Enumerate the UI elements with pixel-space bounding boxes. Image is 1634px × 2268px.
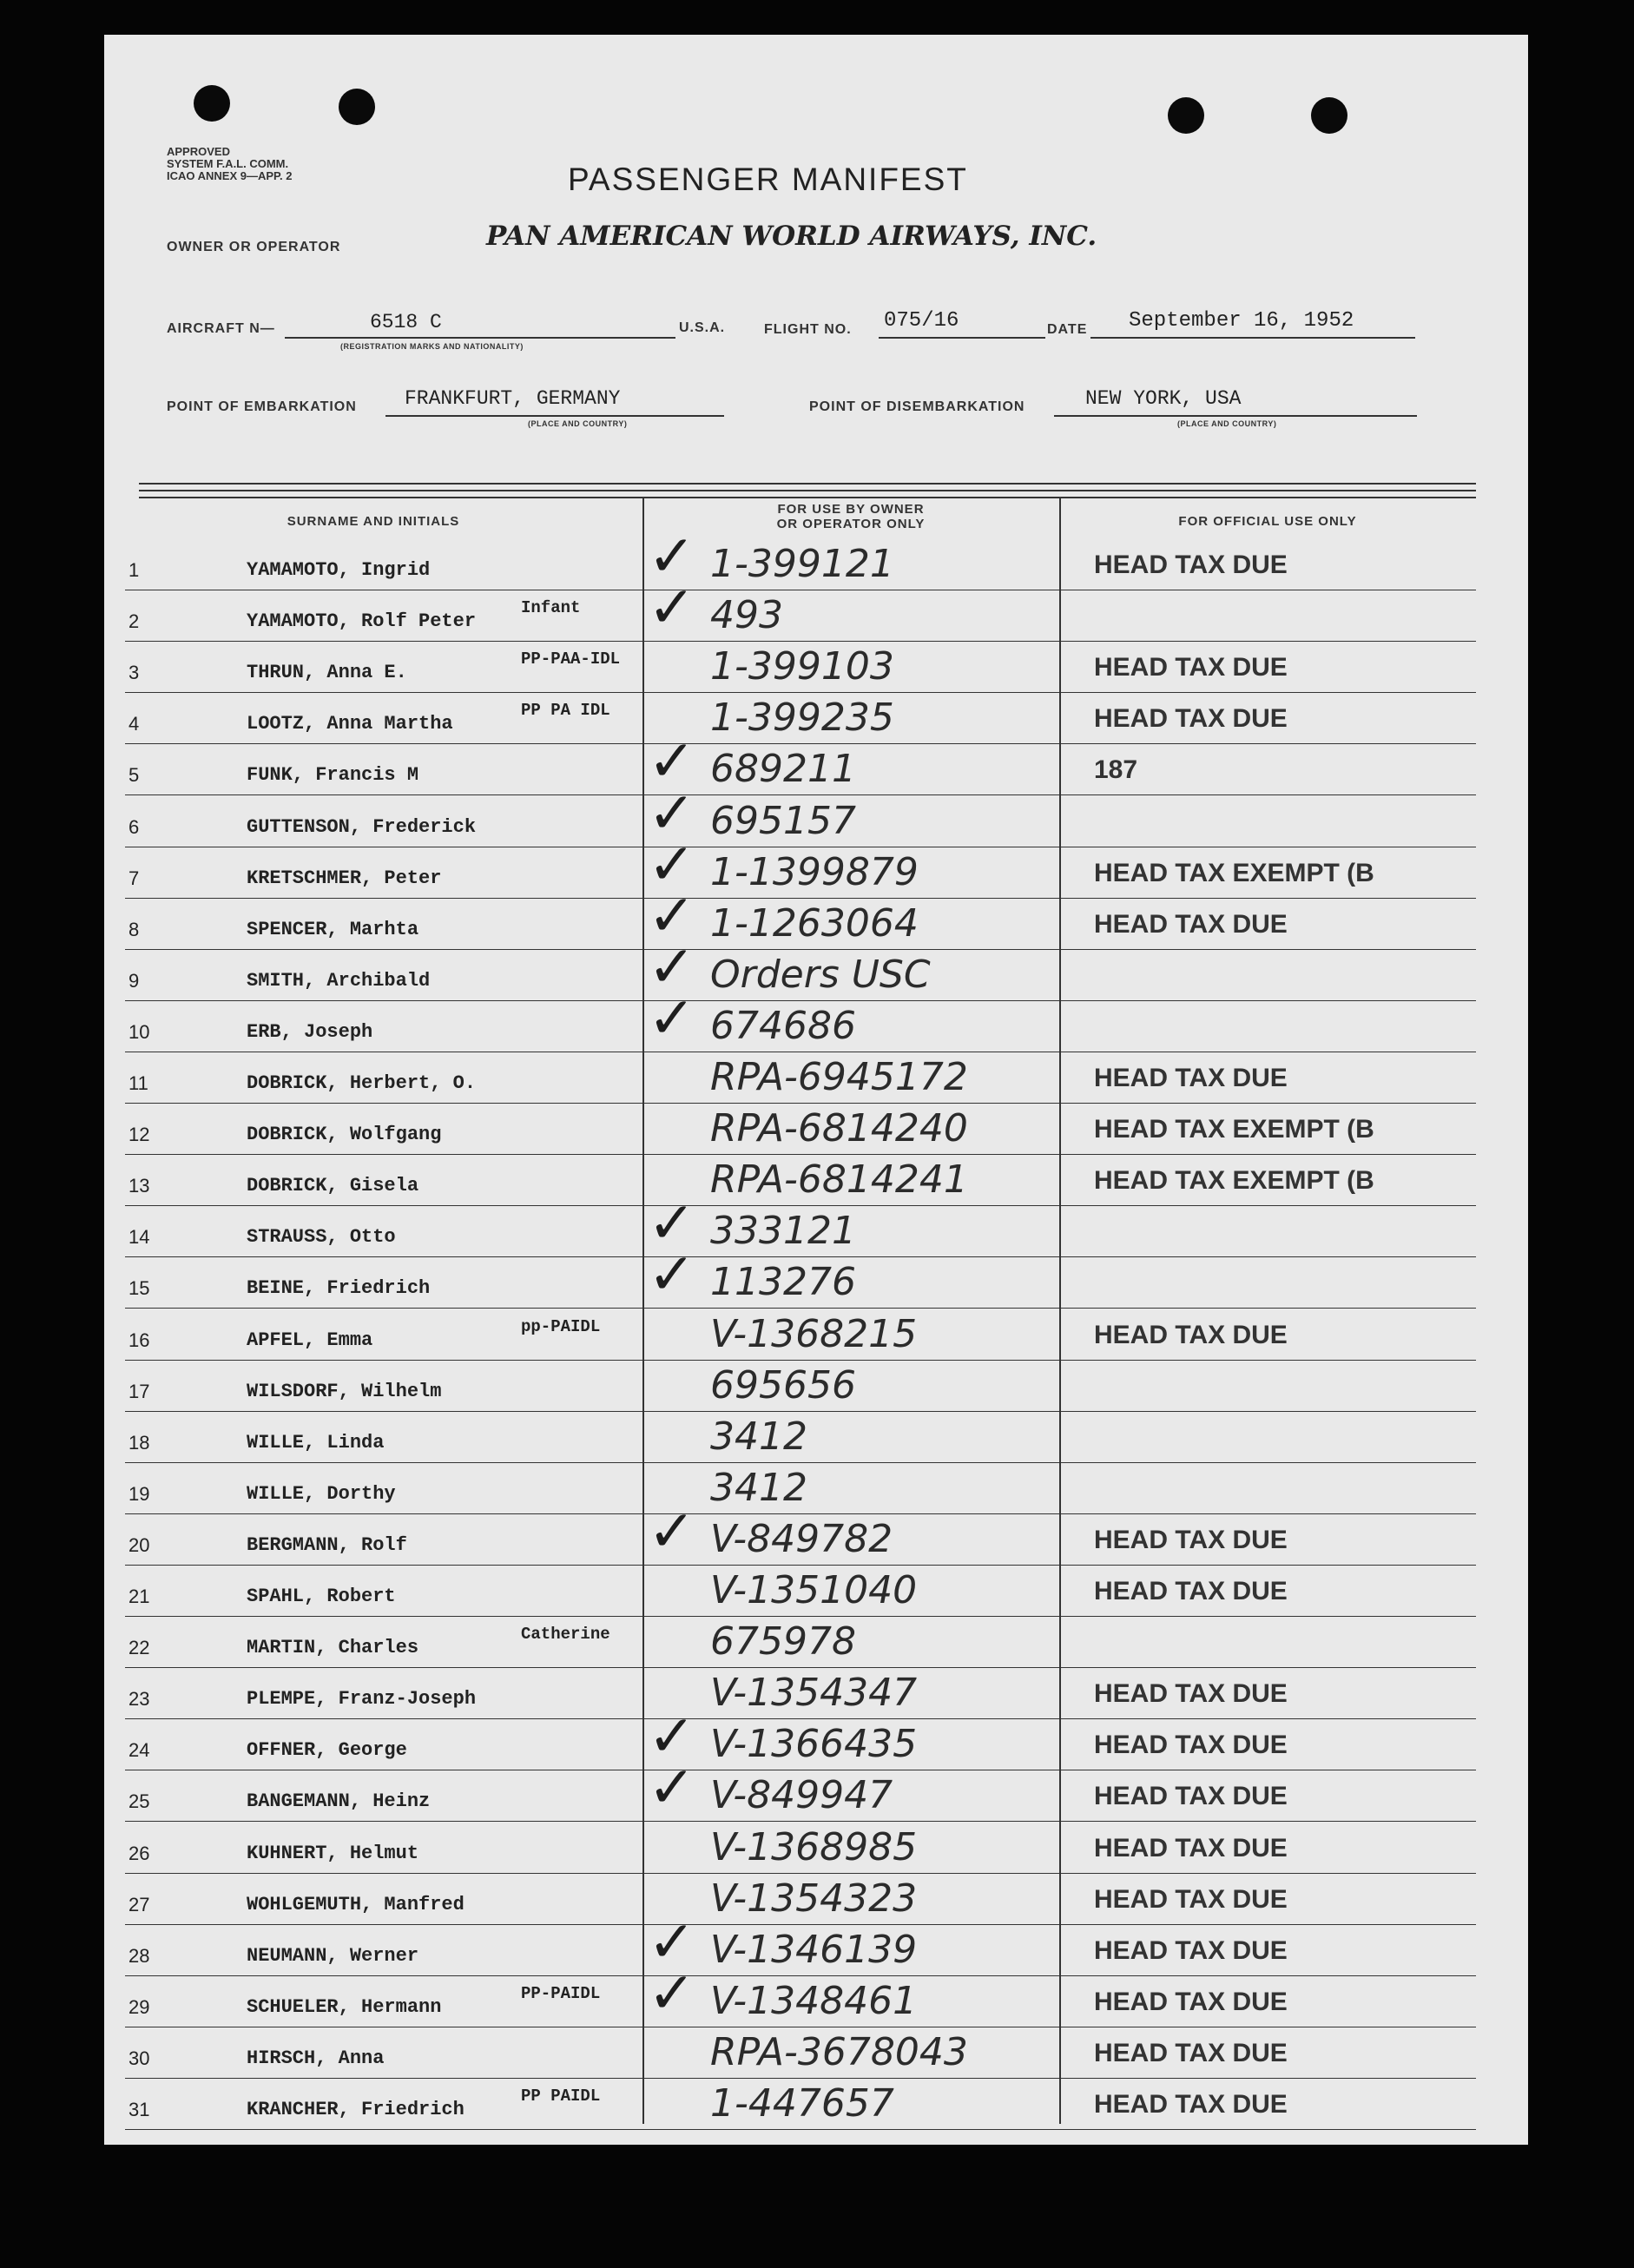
ticket-number: V-1368985 [710, 1824, 918, 1869]
passenger-name: APFEL, Emma [247, 1328, 373, 1351]
row-number: 8 [128, 918, 140, 940]
ticket-number: 1-447657 [710, 2081, 894, 2126]
official-use-stamp: HEAD TAX DUE [1094, 1935, 1288, 1965]
punch-hole [1311, 97, 1347, 134]
row-number: 17 [128, 1380, 150, 1402]
ticket-number: RPA-6814241 [710, 1157, 968, 1203]
row-number: 21 [128, 1586, 150, 1607]
passenger-row [104, 1875, 1528, 1926]
passenger-name: YAMAMOTO, Rolf Peter [247, 610, 477, 633]
official-use-stamp: HEAD TAX DUE [1094, 1987, 1288, 2016]
row-number: 2 [128, 610, 140, 633]
aircraft-number: 6518 C [370, 311, 442, 333]
passenger-name: FUNK, Francis M [247, 764, 419, 787]
row-number: 6 [128, 815, 140, 838]
passenger-row [104, 1156, 1528, 1207]
column-header-owner-line: OR OPERATOR ONLY [776, 517, 926, 531]
passenger-name: STRAUSS, Otto [247, 1226, 396, 1249]
manifest-sheet [104, 35, 1528, 2145]
passenger-row [104, 779, 1528, 848]
passenger-row [104, 1053, 1528, 1104]
passenger-name: THRUN, Anna E. [247, 662, 407, 684]
row-number: 4 [128, 713, 140, 735]
ticket-number: 3412 [710, 1465, 807, 1510]
column-header-official: FOR OFFICIAL USE ONLY [1178, 514, 1357, 529]
passenger-row [104, 984, 1528, 1053]
check-mark-icon: ✓ [648, 779, 696, 847]
ticket-number: 695157 [710, 798, 856, 843]
ticket-number: V-1354347 [710, 1671, 918, 1716]
passenger-note: PP-PAA-IDL [521, 649, 621, 669]
passenger-name: KUHNERT, Helmut [247, 1842, 419, 1864]
official-use-stamp: HEAD TAX DUE [1094, 1884, 1288, 1914]
check-mark-icon: ✓ [648, 1703, 696, 1770]
official-use-stamp: HEAD TAX DUE [1094, 1064, 1288, 1092]
passenger-row [104, 1823, 1528, 1875]
punch-hole [339, 89, 375, 125]
official-use-stamp: HEAD TAX EXEMPT (B [1094, 1115, 1374, 1144]
column-header-owner [642, 502, 1059, 531]
date-label: DATE [1047, 322, 1088, 337]
passenger-name: BEINE, Friedrich [247, 1277, 431, 1300]
passenger-name: KRANCHER, Friedrich [247, 2099, 465, 2120]
passenger-row [104, 933, 1528, 1002]
row-number: 3 [128, 662, 140, 684]
ticket-number: V-1346139 [710, 1927, 918, 1972]
punch-hole [1168, 97, 1204, 134]
passenger-row [104, 2028, 1528, 2080]
ticket-number: V-1368215 [710, 1311, 918, 1356]
row-number: 11 [128, 1072, 148, 1094]
passenger-name: SMITH, Archibald [247, 969, 431, 992]
passenger-name: NEUMANN, Werner [247, 1944, 419, 1967]
ticket-number: Orders USC [710, 952, 931, 997]
passenger-name: DOBRICK, Herbert, O. [247, 1072, 477, 1094]
row-number: 24 [128, 1739, 150, 1762]
row-number: 30 [128, 2047, 150, 2069]
embarkation-label: POINT OF EMBARKATION [167, 399, 357, 414]
passenger-row [104, 1361, 1528, 1413]
passenger-row [104, 1190, 1528, 1258]
passenger-name: DOBRICK, Wolfgang [247, 1124, 442, 1146]
row-number: 22 [128, 1637, 150, 1659]
authority-line: ICAO ANNEX 9—APP. 2 [167, 169, 293, 182]
official-use-stamp: HEAD TAX DUE [1094, 1577, 1288, 1605]
row-number: 18 [128, 1431, 150, 1454]
row-number: 20 [128, 1533, 150, 1556]
passenger-row [104, 728, 1528, 796]
ticket-number: V-1354323 [710, 1876, 918, 1921]
passenger-note: pp-PAIDL [521, 1316, 601, 1336]
passenger-name: GUTTENSON, Frederick [247, 815, 477, 838]
passenger-row [104, 830, 1528, 900]
ticket-number: 1-1263064 [710, 900, 919, 946]
passenger-name: WOHLGEMUTH, Manfred [247, 1893, 465, 1915]
flight-date: September 16, 1952 [1129, 309, 1354, 333]
ticket-number: 493 [710, 593, 783, 638]
passenger-row [104, 1497, 1528, 1566]
authority-line: APPROVED [167, 145, 230, 158]
official-use-stamp: 187 [1094, 755, 1138, 785]
official-use-stamp: HEAD TAX DUE [1094, 909, 1288, 939]
authority-line: SYSTEM F.A.L. COMM. [167, 157, 289, 170]
form-title: PASSENGER MANIFEST [568, 162, 968, 197]
passenger-row [104, 1618, 1528, 1669]
official-use-stamp: HEAD TAX DUE [1094, 2090, 1288, 2119]
row-number: 28 [128, 1944, 150, 1967]
passenger-name: HIRSCH, Anna [247, 2047, 385, 2069]
official-use-stamp: HEAD TAX DUE [1094, 1731, 1288, 1760]
passenger-row [104, 694, 1528, 745]
passenger-name: BANGEMANN, Heinz [247, 1790, 431, 1813]
passenger-name: WILLE, Dorthy [247, 1482, 396, 1505]
check-mark-icon: ✓ [648, 1241, 696, 1309]
embarkation-value: FRANKFURT, GERMANY [405, 387, 621, 410]
row-number: 15 [128, 1277, 150, 1300]
ticket-number: 1-399235 [710, 696, 894, 741]
passenger-row [104, 1413, 1528, 1464]
ticket-number: 695656 [710, 1362, 856, 1408]
check-mark-icon: ✓ [648, 933, 696, 1000]
ticket-number: 674686 [710, 1003, 856, 1048]
passenger-name: SCHUELER, Hermann [247, 1995, 442, 2018]
row-number: 7 [128, 867, 140, 889]
ticket-number: 1-399103 [710, 644, 894, 689]
ticket-number: RPA-3678043 [710, 2029, 968, 2074]
official-use-stamp: HEAD TAX DUE [1094, 653, 1288, 682]
row-number: 1 [128, 559, 140, 581]
row-number: 14 [128, 1226, 150, 1249]
ticket-number: 675978 [710, 1619, 856, 1665]
check-mark-icon: ✓ [648, 523, 696, 590]
row-number: 13 [128, 1175, 150, 1197]
passenger-row [104, 1754, 1528, 1823]
passenger-row [104, 1241, 1528, 1309]
official-use-stamp: HEAD TAX EXEMPT (B [1094, 1166, 1374, 1196]
row-number: 19 [128, 1482, 150, 1505]
aircraft-label: AIRCRAFT N— [167, 321, 275, 336]
passenger-name: ERB, Joseph [247, 1020, 373, 1043]
row-number: 23 [128, 1688, 150, 1711]
check-mark-icon: ✓ [648, 1497, 696, 1565]
passenger-row [104, 1959, 1528, 2028]
ticket-number: 1-1399879 [710, 849, 919, 894]
official-use-stamp: HEAD TAX DUE [1094, 2038, 1288, 2067]
official-use-stamp: HEAD TAX DUE [1094, 704, 1288, 734]
ticket-number: V-849947 [710, 1773, 893, 1818]
passenger-name: PLEMPE, Franz-Joseph [247, 1688, 477, 1711]
passenger-row [104, 1566, 1528, 1618]
ticket-number: 333121 [710, 1209, 856, 1254]
official-use-stamp: HEAD TAX DUE [1094, 1833, 1288, 1863]
check-mark-icon: ✓ [648, 574, 696, 642]
passenger-name: YAMAMOTO, Ingrid [247, 559, 431, 581]
ticket-number: V-1351040 [710, 1568, 918, 1612]
row-number: 10 [128, 1020, 150, 1043]
passenger-name: SPAHL, Robert [247, 1586, 396, 1607]
disembarkation-value: NEW YORK, USA [1085, 387, 1242, 410]
ticket-number: 3412 [710, 1414, 807, 1459]
row-number: 31 [128, 2099, 150, 2120]
check-mark-icon: ✓ [648, 830, 696, 898]
passenger-row [104, 643, 1528, 694]
ticket-number: 1-399121 [710, 542, 894, 586]
check-mark-icon: ✓ [648, 881, 696, 949]
row-number: 26 [128, 1842, 150, 1864]
passenger-name: WILSDORF, Wilhelm [247, 1380, 442, 1402]
ticket-number: V-1366435 [710, 1722, 918, 1767]
usa-label: U.S.A. [679, 320, 726, 335]
row-number: 27 [128, 1893, 150, 1915]
passenger-row [104, 881, 1528, 951]
passenger-row [104, 1908, 1528, 1977]
official-use-stamp: HEAD TAX EXEMPT (B [1094, 858, 1374, 887]
disembarkation-label: POINT OF DISEMBARKATION [809, 399, 1025, 414]
passenger-name: WILLE, Linda [247, 1431, 385, 1454]
flight-number: 075/16 [884, 309, 959, 333]
passenger-row [104, 1310, 1528, 1361]
owner-label: OWNER OR OPERATOR [167, 240, 341, 254]
ticket-number: 689211 [710, 747, 856, 792]
check-mark-icon: ✓ [648, 1754, 696, 1822]
passenger-name: BERGMANN, Rolf [247, 1533, 407, 1556]
check-mark-icon: ✓ [648, 1190, 696, 1257]
passenger-name: LOOTZ, Anna Martha [247, 713, 453, 735]
ticket-number: RPA-6945172 [710, 1055, 968, 1099]
passenger-name: KRETSCHMER, Peter [247, 867, 442, 889]
passenger-note: PP PA IDL [521, 701, 610, 721]
row-number: 29 [128, 1995, 150, 2018]
passenger-name: DOBRICK, Gisela [247, 1175, 419, 1197]
row-number: 5 [128, 764, 140, 787]
carrier-name: PAN AMERICAN WORLD AIRWAYS, INC. [486, 221, 1097, 252]
passenger-note: Infant [521, 598, 581, 618]
passenger-note: Catherine [521, 1625, 610, 1645]
row-number: 12 [128, 1124, 150, 1146]
passenger-name: MARTIN, Charles [247, 1637, 419, 1659]
aircraft-caption: (REGISTRATION MARKS AND NATIONALITY) [340, 342, 524, 351]
ticket-number: V-849782 [710, 1516, 893, 1561]
disembarkation-caption: (PLACE AND COUNTRY) [1177, 419, 1277, 428]
row-number: 9 [128, 969, 140, 992]
form-authority [167, 146, 293, 182]
passenger-row [104, 574, 1528, 643]
ticket-number: V-1348461 [710, 1978, 918, 2023]
column-header-names: SURNAME AND INITIALS [287, 514, 460, 529]
passenger-name: SPENCER, Marhta [247, 918, 419, 940]
punch-hole [194, 85, 230, 122]
official-use-stamp: HEAD TAX DUE [1094, 1320, 1288, 1349]
row-number: 25 [128, 1790, 150, 1813]
passenger-row [104, 1669, 1528, 1720]
ticket-number: 113276 [710, 1260, 856, 1305]
passenger-name: OFFNER, George [247, 1739, 407, 1762]
official-use-stamp: HEAD TAX DUE [1094, 1679, 1288, 1709]
passenger-note: PP-PAIDL [521, 1983, 601, 2003]
check-mark-icon: ✓ [648, 1959, 696, 2027]
check-mark-icon: ✓ [648, 1908, 696, 1975]
passenger-note: PP PAIDL [521, 2087, 601, 2106]
column-header-owner-line: FOR USE BY OWNER [777, 502, 925, 517]
passenger-row [104, 1104, 1528, 1156]
passenger-row [104, 1464, 1528, 1515]
check-mark-icon: ✓ [648, 984, 696, 1052]
passenger-row [104, 2080, 1528, 2131]
passenger-row [104, 1703, 1528, 1771]
official-use-stamp: HEAD TAX DUE [1094, 1525, 1288, 1554]
embarkation-caption: (PLACE AND COUNTRY) [528, 419, 628, 428]
row-number: 16 [128, 1328, 150, 1351]
flight-label: FLIGHT NO. [764, 322, 852, 337]
check-mark-icon: ✓ [648, 728, 696, 795]
official-use-stamp: HEAD TAX DUE [1094, 1782, 1288, 1811]
official-use-stamp: HEAD TAX DUE [1094, 551, 1288, 579]
ticket-number: RPA-6814240 [710, 1106, 968, 1151]
